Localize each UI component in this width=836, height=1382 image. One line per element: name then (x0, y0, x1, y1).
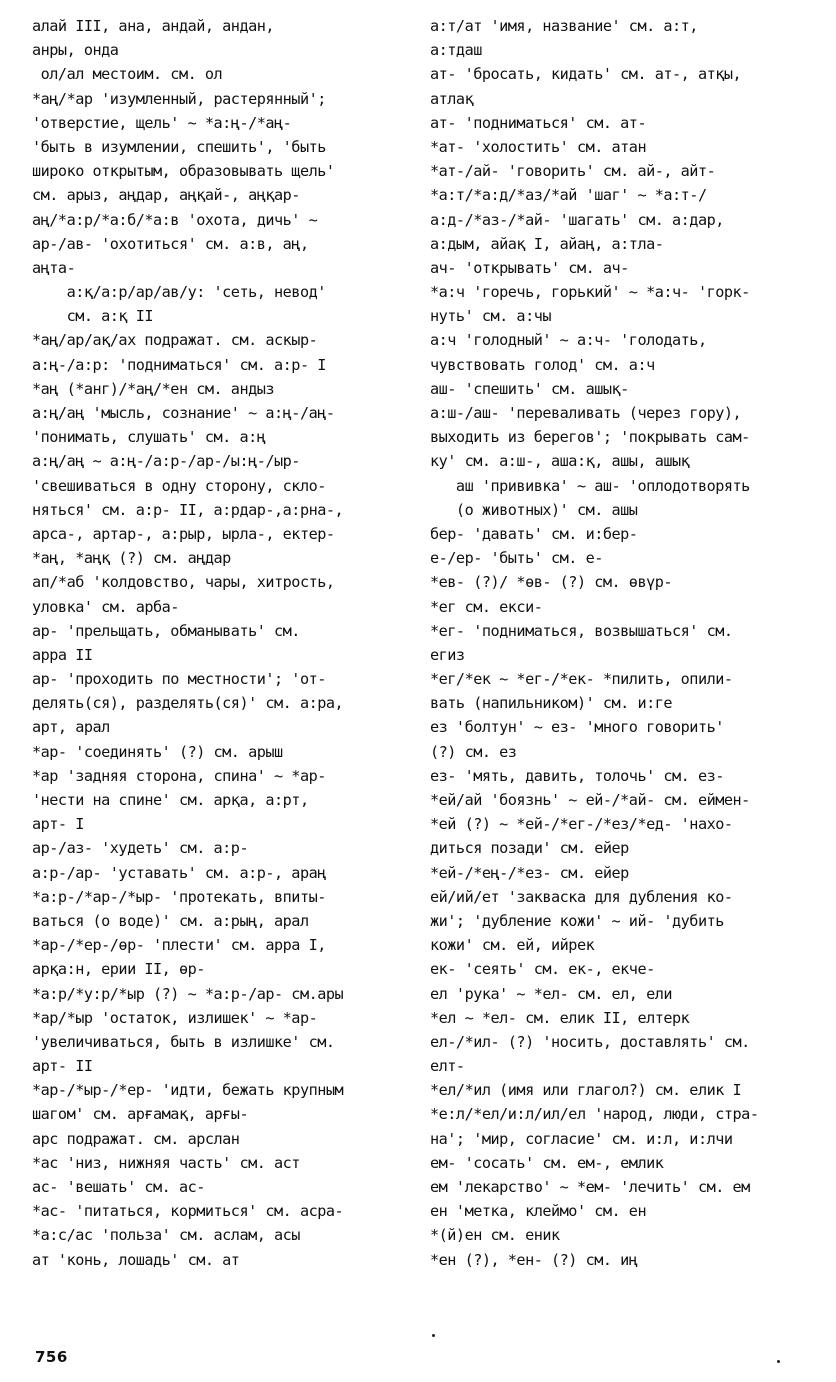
entry-line: *ей-/*ең-/*ез- см. ейер (430, 863, 629, 882)
entry-line: а:ң-/а:р: 'подниматься' см. а:р- I (32, 355, 326, 374)
entry-line: широко открытым, образовывать щель' (32, 162, 335, 181)
entry-line: арса-, артар-, а:рыр, ырла-, ектер- (32, 524, 335, 543)
entry-line: арра II (32, 645, 93, 664)
entry-line: *аң (*анг)/*аң/*ен см. андыз (32, 379, 275, 398)
entry-line: 'увеличиваться, быть в излишке' см. (32, 1032, 335, 1051)
entry-line: *а:ч 'горечь, горький' ~ *а:ч- 'горк- (430, 283, 750, 302)
entry-line: выходить из берегов'; 'покрывать сам- (430, 428, 750, 447)
entry-line: арс подражат. см. арслан (32, 1129, 240, 1148)
entry-line: диться позади' см. ейер (430, 839, 629, 858)
entry-line: *ат- 'холостить' см. атан (430, 137, 647, 156)
entry-line: бер- 'давать' см. и:бер- (430, 524, 638, 543)
entry-line: *ар- 'соединять' (?) см. арыш (32, 742, 283, 761)
entry-line: а:қ/а:р/ар/ав/у: 'сеть, невод' (32, 283, 326, 302)
entry-line: *аң/*ар 'изумленный, растерянный'; (32, 89, 326, 108)
entry-line: *е:л/*ел/и:л/ил/ел 'народ, люди, стра- (430, 1105, 759, 1124)
entry-line: *ег- 'подниматься, возвышаться' см. (430, 621, 733, 640)
entry-line: *ар 'задняя сторона, спина' ~ *ар- (32, 766, 326, 785)
left-column (32, 14, 412, 1272)
entry-line: 'свешиваться в одну сторону, скло- (32, 476, 326, 495)
entry-line: *ар-/*ер-/өр- 'плести' см. арра I, (32, 936, 326, 955)
entry-line: *ег/*ек ~ *ег-/*ек- *пилить, опили- (430, 670, 733, 689)
entry-line: *ев- (?)/ *өв- (?) см. өвүр- (430, 573, 673, 592)
entry-line: а:ң/аң ~ а:ң-/а:р-/ар-/ы:ң-/ыр- (32, 452, 300, 471)
entry-line: ас- 'вешать' см. ас- (32, 1178, 205, 1196)
entry-line: а:ч 'голодный' ~ а:ч- 'голодать, (430, 331, 707, 350)
entry-line: ат- 'подниматься' см. ат- (430, 113, 647, 132)
entry-line: ваться (о воде)' см. а:рың, арал (32, 911, 309, 930)
entry-line: *ег см. екси- (430, 597, 543, 616)
entry-line: а:дым, айақ I, айаң, а:тла- (430, 234, 664, 253)
entry-line: *ен (?), *ен- (?) см. иң (430, 1250, 638, 1269)
entry-line: *аң/ар/ақ/ах подражат. см. аскыр- (32, 331, 318, 350)
entry-line: ел-/*ил- (?) 'носить, доставлять' см. (430, 1032, 750, 1051)
entry-line: арт- II (32, 1057, 93, 1076)
entry-line: ел 'рука' ~ *ел- см. ел, ели (430, 984, 673, 1003)
entry-line: см. арыз, аңдар, аңқай-, аңқар- (32, 186, 300, 205)
entry-line: аш- 'спешить' см. ашық- (430, 379, 629, 398)
entry-line: а:ң/аң 'мысль, сознание' ~ а:ң-/аң- (32, 404, 335, 422)
entry-line: алай III, ана, андай, андан, (32, 17, 275, 35)
entry-line: шагом' см. арғамақ, арғы- (32, 1105, 249, 1124)
entry-line: няться' см. а:р- II, а:рдар-,а:рна-, (32, 500, 344, 519)
entry-line: *а:с/ас 'польза' см. аслам, асы (32, 1226, 300, 1245)
entry-line: кожи' см. ей, ийрек (430, 936, 595, 955)
entry-line: *(й)ен см. еник (430, 1226, 560, 1245)
entry-line: анры, онда (32, 41, 119, 60)
entry-line: а:т/ат 'имя, название' см. а:т, (430, 17, 698, 35)
entry-line: ар- 'проходить по местности'; 'от- (32, 670, 326, 689)
entry-line: *а:т/*а:д/*аз/*ай 'шаг' ~ *а:т-/ (430, 186, 707, 205)
entry-line: *ел ~ *ел- см. елик II, елтерк (430, 1008, 690, 1027)
entry-line: аңта- (32, 258, 76, 277)
entry-line: см. а:қ II (32, 307, 154, 326)
entry-line: ез- 'мять, давить, толочь' см. ез- (430, 766, 724, 785)
entry-line: ар-/ав- 'охотиться' см. а:в, аң, (32, 234, 309, 253)
entry-line: делять(ся), разделять(ся)' см. а:ра, (32, 694, 344, 713)
entry-line: ач- 'открывать' см. ач- (430, 258, 629, 277)
entry-line: ез 'болтун' ~ ез- 'много говорить' (430, 718, 724, 737)
entry-line: *ей/ай 'боязнь' ~ ей-/*ай- см. еймен- (430, 791, 750, 809)
entry-line: *ас- 'питаться, кормиться' см. асра- (32, 1202, 344, 1221)
entry-line: 'отверстие, щель' ~ *а:ң-/*аң- (32, 113, 292, 132)
page-number: 756 (35, 1348, 68, 1366)
entry-line: 'нести на спине' см. арқа, а:рт, (32, 791, 309, 809)
entry-line: ап/*аб 'колдовство, чары, хитрость, (32, 573, 335, 592)
entry-line: аң/*а:р/*а:б/*а:в 'охота, дичь' ~ (32, 210, 318, 229)
entry-line: е-/ер- 'быть' см. е- (430, 549, 603, 568)
entry-line: елт- (430, 1057, 465, 1076)
entry-line: аш 'прививка' ~ аш- 'оплодотворять (430, 476, 750, 495)
entry-line: *ел/*ил (имя или глагол?) см. елик I (430, 1081, 742, 1100)
entry-line: чувствовать голод' см. а:ч (430, 355, 655, 374)
entry-line: арқа:н, ерии II, өр- (32, 960, 205, 979)
entry-line: а:р-/ар- 'уставать' см. а:р-, араң (32, 863, 326, 882)
scan-speck (432, 1334, 435, 1337)
entry-line: ен 'метка, клеймо' см. ен (430, 1202, 647, 1221)
entry-line: ол/ал местоим. см. ол (32, 65, 223, 84)
entry-line: а:ш-/аш- 'переваливать (через гору), (430, 404, 742, 422)
entry-line: ей/ий/ет 'закваска для дубления ко- (430, 887, 733, 906)
entry-line: *а:р/*у:р/*ыр (?) ~ *а:р-/ар- см.ары (32, 984, 344, 1003)
entry-line: (?) см. ез (430, 742, 517, 761)
entry-line: вать (напильником)' см. и:ге (430, 694, 673, 713)
entry-line: ек- 'сеять' см. ек-, екче- (430, 960, 655, 979)
entry-line: ем- 'сосать' см. ем-, емлик (430, 1153, 664, 1172)
entry-line: ар-/аз- 'худеть' см. а:р- (32, 839, 249, 858)
entry-line: а:д-/*аз-/*ай- 'шагать' см. а:дар, (430, 210, 724, 229)
entry-line: *ат-/ай- 'говорить' см. ай-, айт- (430, 162, 716, 181)
scan-speck (777, 1360, 780, 1363)
entry-line: арт, арал (32, 718, 110, 737)
entry-line: *а:р-/*ар-/*ыр- 'протекать, впиты- (32, 887, 326, 906)
entry-line: *ас 'низ, нижняя часть' см. аст (32, 1153, 300, 1172)
entry-line: арт- I (32, 815, 84, 834)
entry-line: (о животных)' см. ашы (430, 500, 638, 519)
entry-line: а:тдаш (430, 41, 482, 60)
entry-line: *ар/*ыр 'остаток, излишек' ~ *ар- (32, 1008, 318, 1027)
entry-line: ат 'конь, лошадь' см. ат (32, 1250, 240, 1269)
entry-line: егиз (430, 645, 465, 664)
entry-line: *ар-/*ыр-/*ер- 'идти, бежать крупным (32, 1081, 344, 1100)
entry-line: ку' см. а:ш-, аша:қ, ашы, ашық (430, 452, 690, 471)
entry-line: ат- 'бросать, кидать' см. ат-, атқы, (430, 65, 742, 84)
right-column (430, 14, 820, 1272)
entry-line: ем 'лекарство' ~ *ем- 'лечить' см. ем (430, 1178, 750, 1196)
entry-line: нуть' см. а:чы (430, 307, 552, 326)
entry-line: на'; 'мир, согласие' см. и:л, и:лчи (430, 1129, 733, 1148)
entry-line: атлақ (430, 89, 474, 108)
entry-line: *ей (?) ~ *ей-/*ег-/*ез/*ед- 'нахо- (430, 815, 733, 834)
entry-line: жи'; 'дубление кожи' ~ ий- 'дубить (430, 911, 724, 930)
entry-line: ар- 'прельщать, обманывать' см. (32, 621, 300, 640)
entry-line: 'понимать, слушать' см. а:ң (32, 428, 266, 447)
entry-line: уловка' см. арба- (32, 597, 179, 616)
entry-line: 'быть в изумлении, спешить', 'быть (32, 137, 326, 156)
entry-line: *аң, *аңқ (?) см. аңдар (32, 549, 231, 568)
